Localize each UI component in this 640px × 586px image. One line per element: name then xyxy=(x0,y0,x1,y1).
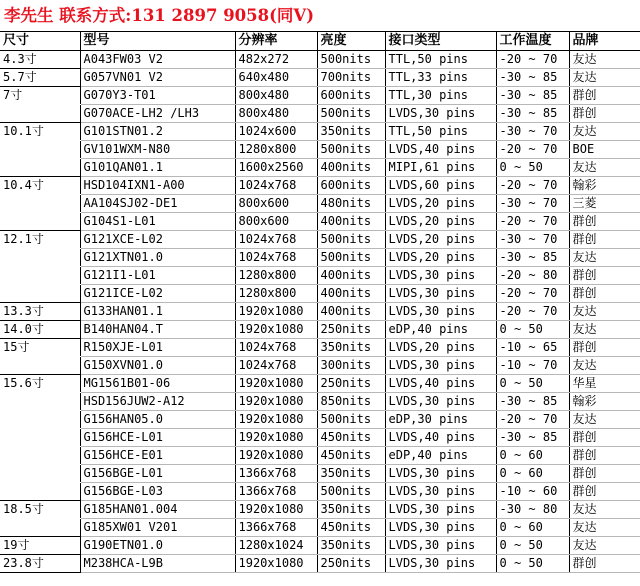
cell-interface[interactable]: LVDS,30 pins xyxy=(385,392,496,410)
cell-temperature[interactable]: 0 ~ 60 xyxy=(496,446,569,464)
cell-interface[interactable]: LVDS,20 pins xyxy=(385,248,496,266)
cell-brand[interactable]: 群创 xyxy=(569,266,640,284)
header-row xyxy=(0,32,640,50)
cell-model[interactable]: G156HCE-L01 xyxy=(80,428,235,446)
cell-brand[interactable]: 群创 xyxy=(569,554,640,572)
cell-size[interactable] xyxy=(0,356,80,374)
cell-size[interactable] xyxy=(0,212,80,230)
cell-temperature[interactable]: 0 ~ 50 xyxy=(496,374,569,392)
cell-resolution[interactable]: 1024x768 xyxy=(235,230,317,248)
cell-brand[interactable]: 友达 xyxy=(569,248,640,266)
cell-brightness[interactable]: 450nits xyxy=(317,446,385,464)
cell-brand[interactable]: 友达 xyxy=(569,410,640,428)
cell-temperature[interactable]: -30 ~ 70 xyxy=(496,194,569,212)
cell-brightness[interactable]: 250nits xyxy=(317,554,385,572)
table-row xyxy=(0,374,640,392)
cell-size[interactable] xyxy=(0,482,80,500)
cell-brand[interactable]: 友达 xyxy=(569,50,640,68)
cell-temperature[interactable]: -30 ~ 70 xyxy=(496,230,569,248)
table-row xyxy=(0,86,640,104)
cell-temperature[interactable]: 0 ~ 50 xyxy=(496,554,569,572)
table-row xyxy=(0,320,640,338)
table-row xyxy=(0,464,640,482)
cell-model[interactable]: MG1561B01-06 xyxy=(80,374,235,392)
cell-temperature[interactable]: 0 ~ 60 xyxy=(496,518,569,536)
cell-brightness[interactable]: 450nits xyxy=(317,428,385,446)
table-row xyxy=(0,518,640,536)
cell-size[interactable] xyxy=(0,158,80,176)
cell-size[interactable] xyxy=(0,428,80,446)
cell-model[interactable]: HSD104IXN1-A00 xyxy=(80,176,235,194)
cell-resolution[interactable]: 1920x1080 xyxy=(235,392,317,410)
table-row xyxy=(0,194,640,212)
cell-brightness[interactable]: 700nits xyxy=(317,68,385,86)
cell-interface[interactable]: LVDS,30 pins xyxy=(385,266,496,284)
cell-brightness[interactable]: 350nits xyxy=(317,464,385,482)
cell-brand[interactable]: 群创 xyxy=(569,212,640,230)
cell-interface[interactable]: LVDS,20 pins xyxy=(385,338,496,356)
table-row xyxy=(0,284,640,302)
cell-model[interactable]: M238HCA-L9B xyxy=(80,554,235,572)
table-row xyxy=(0,248,640,266)
cell-brand[interactable]: 群创 xyxy=(569,482,640,500)
cell-resolution[interactable]: 1920x1080 xyxy=(235,446,317,464)
cell-brand[interactable]: 群创 xyxy=(569,284,640,302)
cell-brightness[interactable]: 350nits xyxy=(317,500,385,518)
cell-model[interactable]: R150XJE-L01 xyxy=(80,338,235,356)
cell-temperature[interactable]: -20 ~ 70 xyxy=(496,50,569,68)
cell-size[interactable]: 23.8寸 xyxy=(0,554,80,572)
cell-resolution[interactable]: 1366x768 xyxy=(235,482,317,500)
cell-model[interactable]: G121ICE-L02 xyxy=(80,284,235,302)
table-row xyxy=(0,158,640,176)
cell-resolution[interactable]: 1024x768 xyxy=(235,356,317,374)
column-header-resolution: 分辨率 xyxy=(235,32,317,50)
cell-size[interactable] xyxy=(0,266,80,284)
column-header-brightness: 亮度 xyxy=(317,32,385,50)
cell-interface[interactable]: LVDS,30 pins xyxy=(385,518,496,536)
cell-brightness[interactable]: 400nits xyxy=(317,302,385,320)
cell-brightness[interactable]: 850nits xyxy=(317,392,385,410)
cell-brightness[interactable]: 500nits xyxy=(317,104,385,122)
table-row xyxy=(0,536,640,554)
cell-size[interactable]: 12.1寸 xyxy=(3,231,44,246)
cell-brightness[interactable]: 600nits xyxy=(317,176,385,194)
cell-resolution[interactable]: 800x480 xyxy=(235,104,317,122)
cell-interface[interactable]: LVDS,30 pins xyxy=(385,554,496,572)
cell-resolution[interactable]: 1920x1080 xyxy=(235,302,317,320)
table-row xyxy=(0,392,640,410)
cell-temperature[interactable]: -30 ~ 80 xyxy=(496,500,569,518)
cell-resolution[interactable]: 1920x1080 xyxy=(235,374,317,392)
cell-temperature[interactable]: -30 ~ 85 xyxy=(496,104,569,122)
cell-interface[interactable]: LVDS,30 pins xyxy=(385,500,496,518)
cell-interface[interactable]: LVDS,30 pins xyxy=(385,356,496,374)
table-row xyxy=(0,446,640,464)
cell-size[interactable] xyxy=(0,140,80,158)
cell-brand[interactable]: 群创 xyxy=(569,464,640,482)
cell-size[interactable] xyxy=(0,446,80,464)
cell-model[interactable]: HSD156JUW2-A12 xyxy=(80,392,235,410)
cell-interface[interactable]: eDP,40 pins xyxy=(385,446,496,464)
cell-model[interactable]: G156HAN05.0 xyxy=(80,410,235,428)
cell-brightness[interactable]: 250nits xyxy=(317,320,385,338)
cell-brightness[interactable]: 400nits xyxy=(317,158,385,176)
cell-resolution[interactable]: 1280x1024 xyxy=(235,536,317,554)
cell-interface[interactable]: TTL,30 pins xyxy=(385,86,496,104)
cell-model[interactable]: G121XCE-L02 xyxy=(80,230,235,248)
cell-brand[interactable]: 群创 xyxy=(569,446,640,464)
cell-resolution[interactable]: 1280x800 xyxy=(235,284,317,302)
cell-brand[interactable]: 友达 xyxy=(569,356,640,374)
cell-brand[interactable]: 翰彩 xyxy=(569,176,640,194)
cell-brightness[interactable]: 500nits xyxy=(317,410,385,428)
cell-interface[interactable]: LVDS,30 pins xyxy=(385,302,496,320)
cell-size[interactable]: 15.6寸 xyxy=(3,375,44,390)
cell-model[interactable]: G133HAN01.1 xyxy=(80,302,235,320)
cell-size[interactable]: 10.4寸 xyxy=(3,177,44,192)
cell-model[interactable]: G121I1-L01 xyxy=(80,266,235,284)
cell-resolution[interactable]: 1024x768 xyxy=(235,338,317,356)
cell-model[interactable]: A043FW03 V2 xyxy=(80,50,235,68)
cell-model[interactable]: G101STN01.2 xyxy=(80,122,235,140)
cell-brand[interactable]: 华星 xyxy=(569,374,640,392)
cell-size[interactable] xyxy=(0,518,80,536)
cell-brand[interactable]: 群创 xyxy=(569,428,640,446)
cell-size[interactable]: 19寸 xyxy=(0,536,80,554)
cell-resolution[interactable]: 1600x2560 xyxy=(235,158,317,176)
table-row xyxy=(0,482,640,500)
contact-title: 李先生 联系方式:131 2897 9058(同V) xyxy=(0,0,640,32)
table-row xyxy=(0,230,640,248)
cell-resolution[interactable]: 1366x768 xyxy=(235,464,317,482)
cell-brand[interactable]: 群创 xyxy=(569,86,640,104)
cell-temperature[interactable]: -30 ~ 85 xyxy=(496,86,569,104)
cell-size[interactable]: 7寸 xyxy=(3,87,23,102)
table-row xyxy=(0,356,640,374)
cell-temperature[interactable]: 0 ~ 50 xyxy=(496,320,569,338)
cell-temperature[interactable]: -20 ~ 70 xyxy=(496,140,569,158)
cell-temperature[interactable]: -30 ~ 70 xyxy=(496,122,569,140)
cell-temperature[interactable]: -20 ~ 80 xyxy=(496,266,569,284)
cell-resolution[interactable]: 1920x1080 xyxy=(235,428,317,446)
cell-resolution[interactable]: 1280x800 xyxy=(235,266,317,284)
cell-brightness[interactable]: 600nits xyxy=(317,86,385,104)
cell-temperature[interactable]: 0 ~ 50 xyxy=(496,158,569,176)
cell-size[interactable] xyxy=(0,194,80,212)
table-row xyxy=(0,338,640,356)
cell-size[interactable] xyxy=(0,464,80,482)
table-row xyxy=(0,176,640,194)
cell-size[interactable]: 10.1寸 xyxy=(3,123,44,138)
cell-brightness[interactable]: 400nits xyxy=(317,212,385,230)
cell-brand[interactable]: BOE xyxy=(569,140,640,158)
cell-resolution[interactable]: 800x600 xyxy=(235,194,317,212)
cell-size[interactable]: 15寸 xyxy=(3,339,30,354)
cell-brand[interactable]: 友达 xyxy=(569,122,640,140)
cell-interface[interactable]: LVDS,60 pins xyxy=(385,176,496,194)
cell-brightness[interactable]: 500nits xyxy=(317,50,385,68)
cell-temperature[interactable]: 0 ~ 60 xyxy=(496,464,569,482)
cell-brand[interactable]: 友达 xyxy=(569,68,640,86)
cell-interface[interactable]: LVDS,40 pins xyxy=(385,140,496,158)
cell-resolution[interactable]: 800x600 xyxy=(235,212,317,230)
cell-interface[interactable]: TTL,33 pins xyxy=(385,68,496,86)
cell-brightness[interactable]: 480nits xyxy=(317,194,385,212)
cell-temperature[interactable]: -20 ~ 70 xyxy=(496,176,569,194)
column-header-brand: 品牌 xyxy=(569,32,640,50)
table-row xyxy=(0,302,640,320)
cell-brightness[interactable]: 500nits xyxy=(317,140,385,158)
cell-resolution[interactable]: 1024x768 xyxy=(235,176,317,194)
cell-size[interactable] xyxy=(0,248,80,266)
cell-size[interactable] xyxy=(0,410,80,428)
cell-interface[interactable]: LVDS,20 pins xyxy=(385,194,496,212)
cell-temperature[interactable]: -20 ~ 70 xyxy=(496,212,569,230)
cell-model[interactable]: G185HAN01.004 xyxy=(80,500,235,518)
table-row xyxy=(0,500,640,518)
cell-brand[interactable]: 友达 xyxy=(569,320,640,338)
cell-brightness[interactable]: 500nits xyxy=(317,248,385,266)
cell-model[interactable]: G185XW01 V201 xyxy=(80,518,235,536)
cell-brightness[interactable]: 400nits xyxy=(317,266,385,284)
cell-interface[interactable]: LVDS,20 pins xyxy=(385,212,496,230)
cell-temperature[interactable]: -20 ~ 70 xyxy=(496,410,569,428)
cell-brightness[interactable]: 400nits xyxy=(317,284,385,302)
cell-size[interactable]: 13.3寸 xyxy=(0,302,80,320)
cell-brightness[interactable]: 350nits xyxy=(317,122,385,140)
cell-resolution[interactable]: 1920x1080 xyxy=(235,410,317,428)
cell-model[interactable]: G070ACE-LH2 /LH3 xyxy=(80,104,235,122)
cell-brand[interactable]: 友达 xyxy=(569,536,640,554)
table-row xyxy=(0,50,640,68)
cell-model[interactable]: AA104SJ02-DE1 xyxy=(80,194,235,212)
cell-model[interactable]: G156BGE-L03 xyxy=(80,482,235,500)
table-row xyxy=(0,140,640,158)
column-header-temperature: 工作温度 xyxy=(496,32,569,50)
cell-resolution[interactable]: 1024x768 xyxy=(235,248,317,266)
cell-model[interactable]: G190ETN01.0 xyxy=(80,536,235,554)
table-row xyxy=(0,410,640,428)
cell-temperature[interactable]: -10 ~ 60 xyxy=(496,482,569,500)
cell-resolution[interactable]: 1280x800 xyxy=(235,140,317,158)
cell-interface[interactable]: LVDS,30 pins xyxy=(385,464,496,482)
cell-temperature[interactable]: -10 ~ 70 xyxy=(496,356,569,374)
cell-temperature[interactable]: -30 ~ 85 xyxy=(496,392,569,410)
cell-resolution[interactable]: 1024x600 xyxy=(235,122,317,140)
cell-interface[interactable]: MIPI,61 pins xyxy=(385,158,496,176)
cell-brand[interactable]: 友达 xyxy=(569,518,640,536)
cell-model[interactable]: G070Y3-T01 xyxy=(80,86,235,104)
cell-model[interactable]: G104S1-L01 xyxy=(80,212,235,230)
table-row xyxy=(0,122,640,140)
cell-brightness[interactable]: 300nits xyxy=(317,356,385,374)
cell-brand[interactable]: 友达 xyxy=(569,302,640,320)
column-header-size: 尺寸 xyxy=(0,32,80,50)
cell-interface[interactable]: LVDS,30 pins xyxy=(385,482,496,500)
cell-resolution[interactable]: 1366x768 xyxy=(235,518,317,536)
column-header-interface: 接口类型 xyxy=(385,32,496,50)
cell-interface[interactable]: LVDS,20 pins xyxy=(385,230,496,248)
cell-size[interactable]: 5.7寸 xyxy=(0,68,80,86)
cell-interface[interactable]: LVDS,30 pins xyxy=(385,536,496,554)
cell-size[interactable] xyxy=(0,104,80,122)
table-row xyxy=(0,68,640,86)
cell-size[interactable]: 14.0寸 xyxy=(0,320,80,338)
cell-size[interactable] xyxy=(0,284,80,302)
cell-temperature[interactable]: -20 ~ 70 xyxy=(496,284,569,302)
cell-brand[interactable]: 翰彩 xyxy=(569,392,640,410)
cell-temperature[interactable]: -30 ~ 85 xyxy=(496,248,569,266)
cell-interface[interactable]: eDP,40 pins xyxy=(385,320,496,338)
cell-interface[interactable]: eDP,30 pins xyxy=(385,410,496,428)
cell-brand[interactable]: 友达 xyxy=(569,500,640,518)
cell-interface[interactable]: TTL,50 pins xyxy=(385,50,496,68)
cell-model[interactable]: G150XVN01.0 xyxy=(80,356,235,374)
cell-temperature[interactable]: -10 ~ 65 xyxy=(496,338,569,356)
cell-brand[interactable]: 三菱 xyxy=(569,194,640,212)
cell-model[interactable]: G101QAN01.1 xyxy=(80,158,235,176)
cell-size[interactable]: 18.5寸 xyxy=(3,501,44,516)
cell-brightness[interactable]: 500nits xyxy=(317,482,385,500)
table-row xyxy=(0,104,640,122)
cell-model[interactable]: G057VN01 V2 xyxy=(80,68,235,86)
cell-model[interactable]: B140HAN04.T xyxy=(80,320,235,338)
cell-interface[interactable]: LVDS,40 pins xyxy=(385,374,496,392)
cell-temperature[interactable]: 0 ~ 50 xyxy=(496,536,569,554)
cell-brand[interactable]: 友达 xyxy=(569,158,640,176)
table-row xyxy=(0,428,640,446)
cell-resolution[interactable]: 1920x1080 xyxy=(235,500,317,518)
cell-brightness[interactable]: 450nits xyxy=(317,518,385,536)
cell-resolution[interactable]: 482x272 xyxy=(235,50,317,68)
cell-brand[interactable]: 群创 xyxy=(569,230,640,248)
cell-interface[interactable]: LVDS,30 pins xyxy=(385,284,496,302)
cell-brand[interactable]: 群创 xyxy=(569,338,640,356)
table-row xyxy=(0,212,640,230)
cell-resolution[interactable]: 640x480 xyxy=(235,68,317,86)
cell-temperature[interactable]: -30 ~ 85 xyxy=(496,428,569,446)
cell-brightness[interactable]: 350nits xyxy=(317,536,385,554)
cell-resolution[interactable]: 1920x1080 xyxy=(235,554,317,572)
cell-model[interactable]: G156BGE-L01 xyxy=(80,464,235,482)
cell-model[interactable]: GV101WXM-N80 xyxy=(80,140,235,158)
cell-resolution[interactable]: 800x480 xyxy=(235,86,317,104)
cell-size[interactable]: 4.3寸 xyxy=(0,50,80,68)
cell-model[interactable]: G121XTN01.0 xyxy=(80,248,235,266)
cell-brightness[interactable]: 250nits xyxy=(317,374,385,392)
column-header-model: 型号 xyxy=(80,32,235,50)
cell-resolution[interactable]: 1920x1080 xyxy=(235,320,317,338)
cell-interface[interactable]: TTL,50 pins xyxy=(385,122,496,140)
lcd-spec-table xyxy=(0,32,640,573)
cell-temperature[interactable]: -20 ~ 70 xyxy=(496,302,569,320)
cell-size[interactable] xyxy=(0,392,80,410)
table-row xyxy=(0,266,640,284)
cell-interface[interactable]: LVDS,30 pins xyxy=(385,104,496,122)
cell-brightness[interactable]: 500nits xyxy=(317,230,385,248)
cell-brand[interactable]: 群创 xyxy=(569,104,640,122)
table-row xyxy=(0,554,640,572)
cell-interface[interactable]: LVDS,40 pins xyxy=(385,428,496,446)
cell-model[interactable]: G156HCE-E01 xyxy=(80,446,235,464)
cell-brightness[interactable]: 350nits xyxy=(317,338,385,356)
cell-temperature[interactable]: -30 ~ 85 xyxy=(496,68,569,86)
